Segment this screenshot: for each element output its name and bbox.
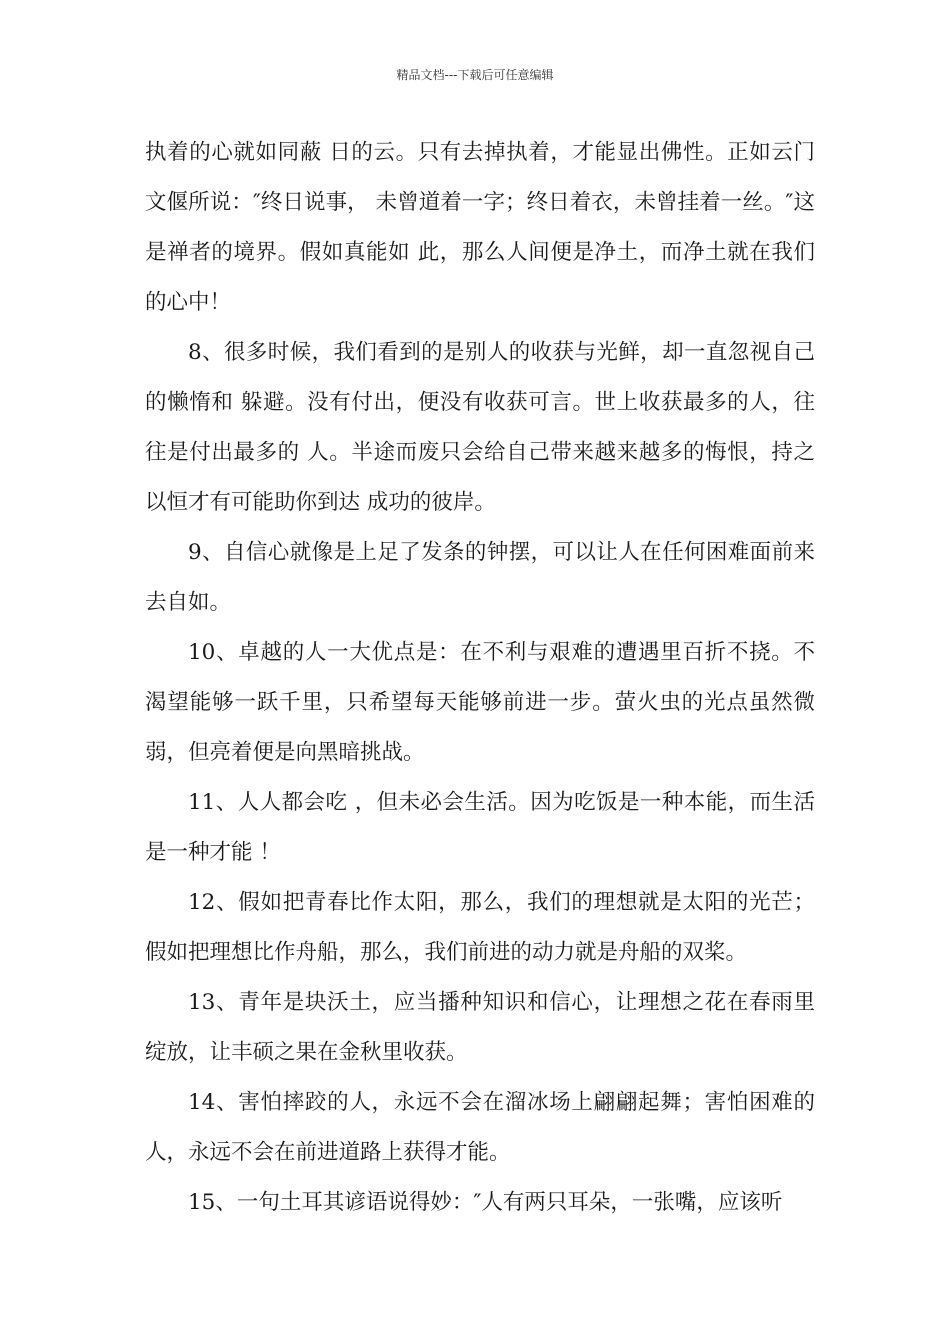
paragraph-continuation: 执着的心就如同蔽 日的云。只有去掉执着，才能显出佛性。正如云门文偃所说：″终日说事， 未曾道着一字；终日着衣，未曾挂着一丝。″这是禅者的境界。假如真能如 此，那么人间便是净土，而净土就在我们的心中！ [145,140,815,315]
page-header: 精品文档---下载后可任意编辑 [396,68,554,82]
paragraph-13: 13、青年是块沃土，应当播种知识和信心，让理想之花在春雨里绽放，让丰硕之果在金秋里收获。 [145,990,815,1065]
document-body [145,128,815,1228]
paragraph-12: 12、假如把青春比作太阳，那么，我们的理想就是太阳的光芒；假如把理想比作舟船，那么，我们前进的动力就是舟船的双桨。 [145,890,815,965]
paragraph-10: 10、卓越的人一大优点是：在不利与艰难的遭遇里百折不挠。不渴望能够一跃千里，只希望每天能够前进一步。萤火虫的光点虽然微弱，但亮着便是向黑暗挑战。 [145,640,815,765]
paragraph-14: 14、害怕摔跤的人，永远不会在溜冰场上翩翩起舞；害怕困难的人，永远不会在前进道路上获得才能。 [145,1090,815,1165]
paragraph-9: 9、自信心就像是上足了发条的钟摆，可以让人在任何困难面前来去自如。 [145,540,815,615]
paragraph-11: 11、人人都会吃 ，但未必会生活。因为吃饭是一种本能，而生活是一种才能 ！ [145,790,815,865]
paragraph-8: 8、很多时候，我们看到的是别人的收获与光鲜，却一直忽视自己的懒惰和 躲避。没有付出，便没有收获可言。世上收获最多的人，往往是付出最多的 人。半途而废只会给自己带来越来越多的悔恨，持之以恒才有可能助你到达 成功的彼岸。 [145,340,815,515]
paragraph-15: 15、一句土耳其谚语说得妙：″人有两只耳朵，一张嘴，应该听 [188,1190,783,1215]
